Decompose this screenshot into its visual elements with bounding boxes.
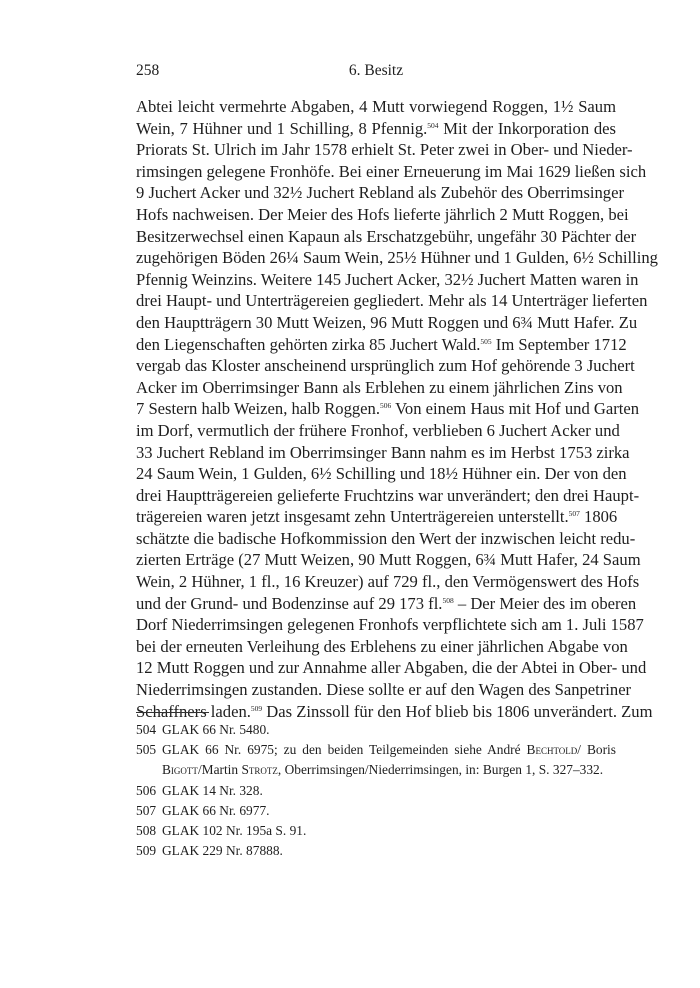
footnote [136, 841, 616, 861]
body-text-segment: und der Grund- und Bodenzinse auf 29 173 fl. [136, 593, 443, 613]
footnote-text [162, 720, 616, 740]
body-text-segment: Wein, 7 Hühner und 1 Schilling, 8 Pfennig. [136, 118, 428, 138]
body-text-segment: 12 Mutt Roggen und zur Annahme aller Abgaben, die der Abtei in Ober- und [136, 658, 647, 678]
body-text-segment: Hofs nachweisen. Der Meier des Hofs lieferte jährlich 2 Mutt Roggen, bei [136, 204, 629, 224]
footnote-number: 507 [136, 802, 157, 818]
body-line [136, 204, 629, 226]
body-text-segment: drei Hauptträgereien gelieferte Fruchtzins war unverändert; den drei Haupt- [136, 485, 640, 505]
footnote-text-segment: GLAK 14 Nr. 328. [162, 782, 263, 798]
body-line [136, 398, 640, 420]
footnote-text-segment: , Oberrimsingen/Niederrimsingen, in: Burgen 1, S. 327–332. [277, 762, 604, 778]
footnote-text [162, 740, 616, 780]
footnote-number: 505 [136, 742, 157, 758]
body-text-segment: Schaffners laden. [136, 701, 251, 721]
body-text-segment: drei Haupt- und Unterträgereien gegliedert. Mehr als 14 Unterträger lieferten [136, 291, 648, 311]
body-line [136, 96, 616, 118]
footnote-number: 509 [136, 843, 157, 859]
footnote-text-segment: GLAK 66 Nr. 6977. [162, 802, 270, 818]
body-line [136, 679, 632, 701]
author-name: Bechtold [526, 742, 578, 758]
body-line [136, 571, 640, 593]
footnote-reference: 506 [379, 401, 392, 411]
footnote-reference: 505 [480, 336, 492, 346]
body-line [136, 226, 637, 248]
body-text-segment: Priorats St. Ulrich im Jahr 1578 erhielt St. Peter zwei in Ober- und Nieder- [136, 140, 633, 160]
footnote-number: 506 [136, 782, 157, 798]
footnote-text [162, 821, 616, 841]
author-name: Bigott [162, 762, 198, 778]
body-text-segment: Von einem Haus mit Hof und Garten [391, 399, 640, 419]
footnote-text-segment: GLAK 229 Nr. 87888. [162, 843, 283, 859]
page-number: 258 [136, 62, 160, 79]
body-text-segment: Besitzerwechsel einen Kapaun als Erschatzgebühr, ungefähr 30 Pächter der [136, 226, 637, 246]
body-text-segment: Niederrimsingen zustanden. Diese sollte er auf den Wagen des Sanpetriner [136, 680, 632, 700]
body-line [136, 269, 639, 291]
body-text [136, 96, 658, 722]
body-text-segment: – Der Meier des im oberen [453, 593, 637, 613]
body-line [136, 506, 616, 528]
body-text-segment: zierten Erträge (27 Mutt Weizen, 90 Mutt Roggen, 6¾ Mutt Hafer, 24 Saum [136, 550, 641, 570]
footnote [136, 801, 616, 821]
body-text-segment: rimsingen gelegene Fronhöfe. Bei einer Erneuerung im Mai 1629 ließen sich [136, 161, 647, 181]
footnote-text-segment: / Boris [577, 742, 616, 758]
body-line [136, 247, 658, 269]
body-text-segment: schätzte die badische Hofkommission den Wert der inzwischen leicht redu- [136, 528, 636, 548]
running-head: 6. Besitz [348, 62, 404, 79]
footnotes [136, 720, 616, 861]
body-text-segment: Dorf Niederrimsingen gelegenen Fronhofs verpflichtete sich am 1. Juli 1587 [136, 615, 644, 635]
footnote [136, 821, 616, 841]
body-line [136, 636, 628, 658]
body-text-segment: 24 Saum Wein, 1 Gulden, 6½ Schilling und 18½ Hühner ein. Der von den [136, 464, 627, 484]
body-text-segment: 9 Juchert Acker und 32½ Juchert Rebland als Zubehör des Oberrimsinger [136, 183, 625, 203]
footnote [136, 781, 616, 801]
body-line [136, 377, 623, 399]
body-text-segment: vergab das Kloster anscheinend ursprünglich zum Hof gehörende 3 Juchert [136, 356, 635, 376]
footnote-text-segment: GLAK 102 Nr. 195a S. 91. [162, 823, 307, 839]
footnote-text-segment: GLAK 66 Nr. 5480. [162, 722, 270, 737]
body-text-segment: Acker im Oberrimsinger Bann als Erblehen zu einem jährlichen Zins von [136, 377, 623, 397]
author-name: Strotz [241, 762, 278, 778]
footnote-text [162, 841, 616, 861]
footnote-reference: 508 [442, 595, 454, 605]
footnote-reference: 504 [427, 120, 439, 130]
footnote-reference: 509 [250, 703, 263, 713]
body-line [136, 657, 647, 679]
footnote-text [162, 801, 616, 821]
body-line [136, 614, 644, 636]
body-line [136, 139, 633, 161]
body-text-segment: Das Zinssoll für den Hof blieb bis 1806 unverändert. Zum [262, 701, 653, 721]
footnote-text-segment: GLAK 66 Nr. 6975; zu den beiden Teilgemeinden siehe André [162, 742, 527, 758]
body-line [136, 463, 627, 485]
footnote-number: 504 [136, 722, 157, 737]
body-text-segment: 7 Sestern halb Weizen, halb Roggen. [136, 399, 380, 419]
body-line [136, 118, 616, 140]
body-text-segment: bei der erneuten Verleihung des Erblehens zu einer jährlichen Abgabe von [136, 636, 628, 656]
body-text-segment: den Hauptträgern 30 Mutt Weizen, 96 Mutt Roggen und 6¾ Mutt Hafer. Zu [136, 312, 638, 332]
body-text-segment: trägereien waren jetzt insgesamt zehn Unterträgereien unterstellt. [136, 507, 569, 527]
footnote-text [162, 781, 616, 801]
body-line [136, 528, 636, 550]
body-text-segment: 1806 [579, 507, 618, 527]
body-line [136, 442, 630, 464]
body-line [136, 161, 647, 183]
footnote-number: 508 [136, 823, 157, 839]
body-line [136, 290, 648, 312]
body-text-segment: Pfennig Weinzins. Weitere 145 Juchert Acker, 32½ Juchert Matten waren in [136, 269, 639, 289]
footnote-reference: 507 [568, 509, 580, 519]
footnote-divider [136, 712, 209, 713]
body-line [136, 334, 627, 356]
body-line [136, 355, 635, 377]
footnote [136, 720, 616, 740]
footnote-text-segment: /Martin [197, 762, 242, 778]
body-line [136, 549, 641, 571]
body-text-segment: zugehörigen Böden 26¼ Saum Wein, 25½ Hühner und 1 Gulden, 6½ Schilling [136, 248, 658, 268]
body-line [136, 182, 625, 204]
body-text-segment: 33 Juchert Rebland im Oberrimsinger Bann nahm es im Herbst 1753 zirka [136, 442, 630, 462]
page-header [136, 62, 616, 84]
body-line [136, 312, 638, 334]
body-text-segment: Mit der Inkorporation des [438, 118, 616, 138]
body-text-segment: Wein, 2 Hühner, 1 fl., 16 Kreuzer) auf 729 fl., den Vermögenswert des Hofs [136, 572, 640, 592]
body-line [136, 593, 637, 615]
page [136, 62, 658, 722]
body-text-segment: Abtei leicht vermehrte Abgaben, 4 Mutt vorwiegend Roggen, 1½ Saum [136, 97, 616, 116]
body-text-segment: den Liegenschaften gehörten zirka 85 Juchert Wald. [136, 334, 481, 354]
body-line [136, 485, 640, 507]
body-text-segment: im Dorf, vermutlich der frühere Fronhof, verblieben 6 Juchert Acker und [136, 420, 620, 440]
body-line [136, 420, 620, 442]
body-text-segment: Im September 1712 [491, 334, 627, 354]
footnote [136, 740, 616, 780]
